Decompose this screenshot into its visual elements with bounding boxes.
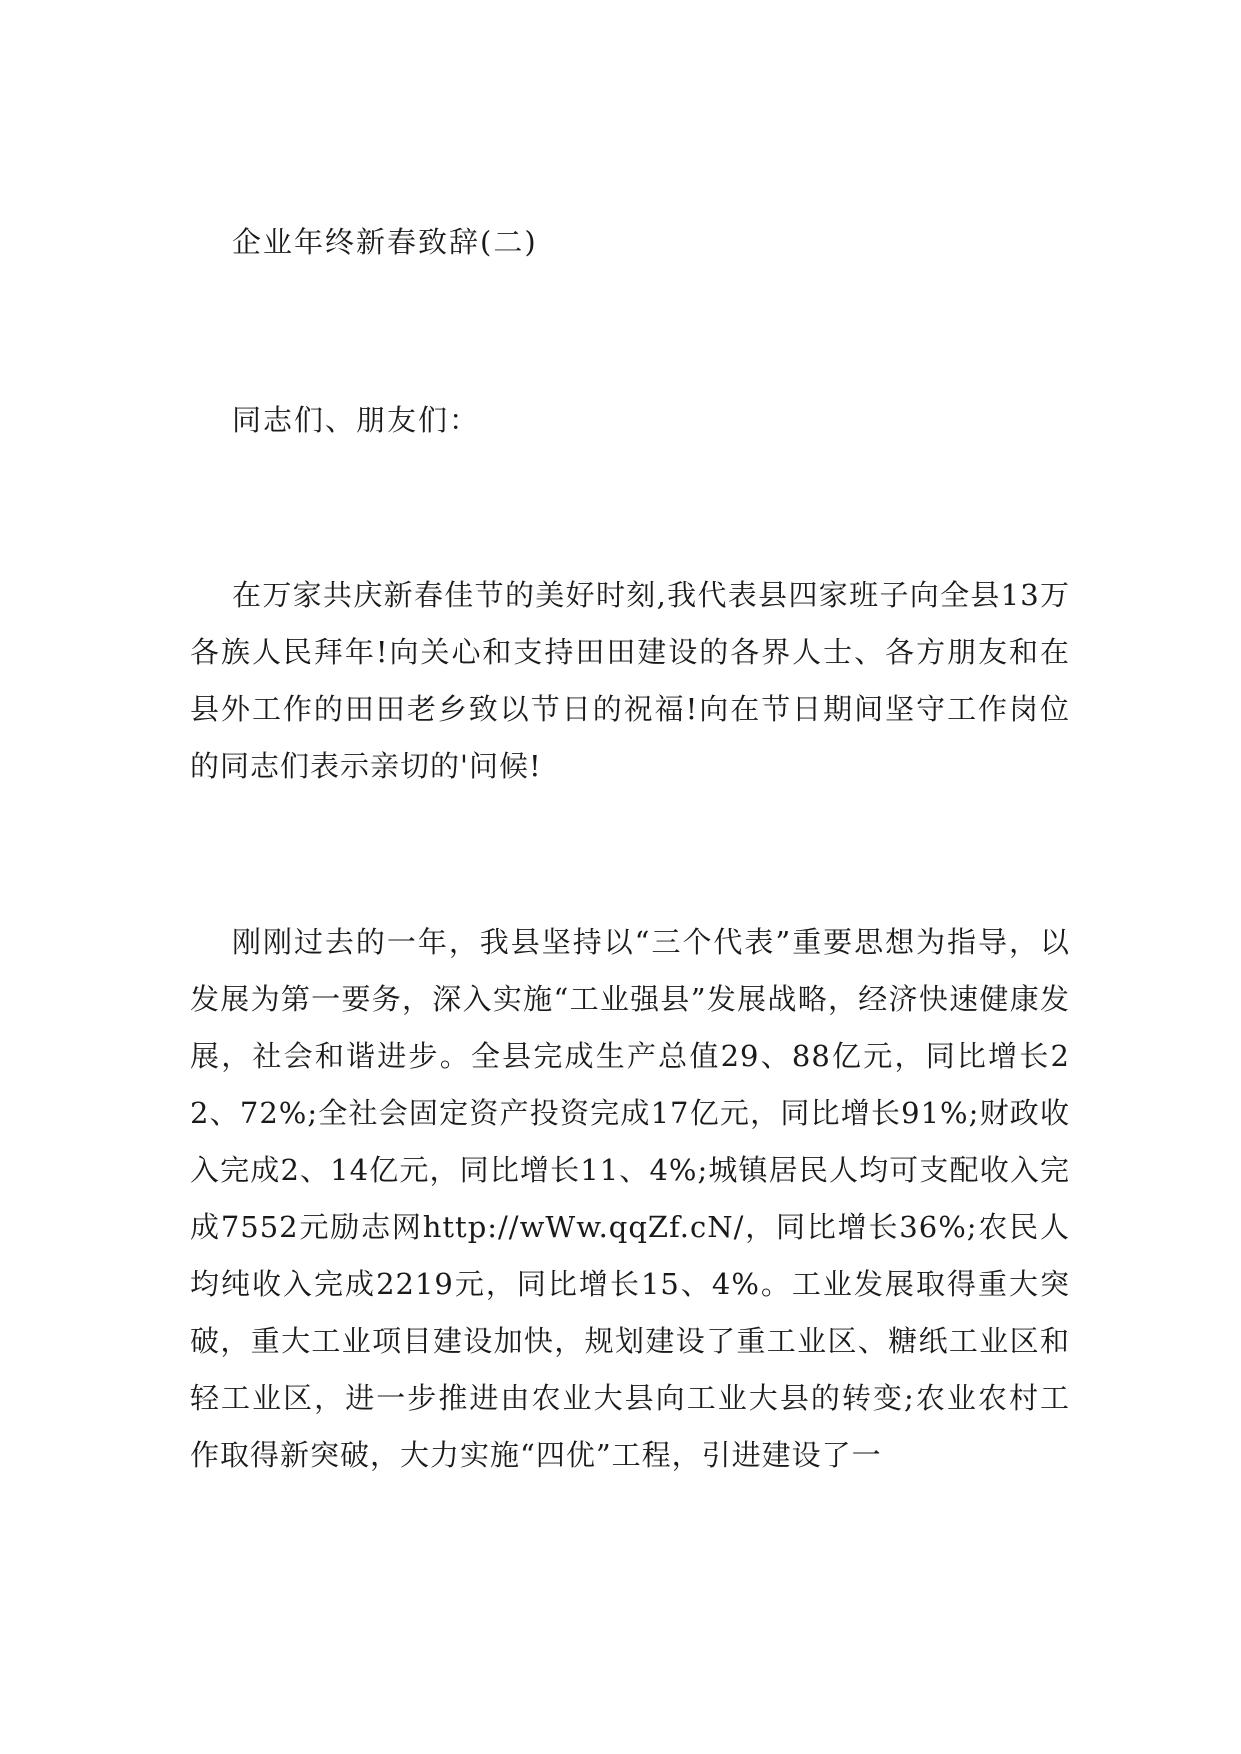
paragraph-greeting: 在万家共庆新春佳节的美好时刻,我代表县四家班子向全县13万各族人民拜年!向关心和支持田田建设的各界人士、各方朋友和在县外工作的田田老乡致以节日的祝福!向在节日期间坚守工作岗位的同志们表示亲切的'问候! bbox=[190, 578, 1070, 783]
paragraph-review: 刚刚过去的一年，我县坚持以“三个代表”重要思想为指导，以发展为第一要务，深入实施“工业强县”发展战略，经济快速健康发展，社会和谐进步。全县完成生产总值29、88亿元，同比增长22、72%;全社会固定资产投资完成17亿元，同比增长91%;财政收入完成2、14亿元，同比增长11、4%;城镇居民人均可支配收入完成7552元励志网http://wWw.qqZf.cN/，同比增长36%;农民人均纯收入完成2219元，同比增长15、4%。工业发展取得重大突破，重大工业项目建设加快，规划建设了重工业区、糖纸工业区和轻工业区，进一步推进由农业大县向工业大县的转变;农业农村工作取得新突破，大力实施“四优”工程，引进建设了一 bbox=[190, 925, 1070, 1472]
salutation: 同志们、朋友们： bbox=[232, 403, 481, 437]
document-title: 企业年终新春致辞(二) bbox=[232, 225, 538, 259]
